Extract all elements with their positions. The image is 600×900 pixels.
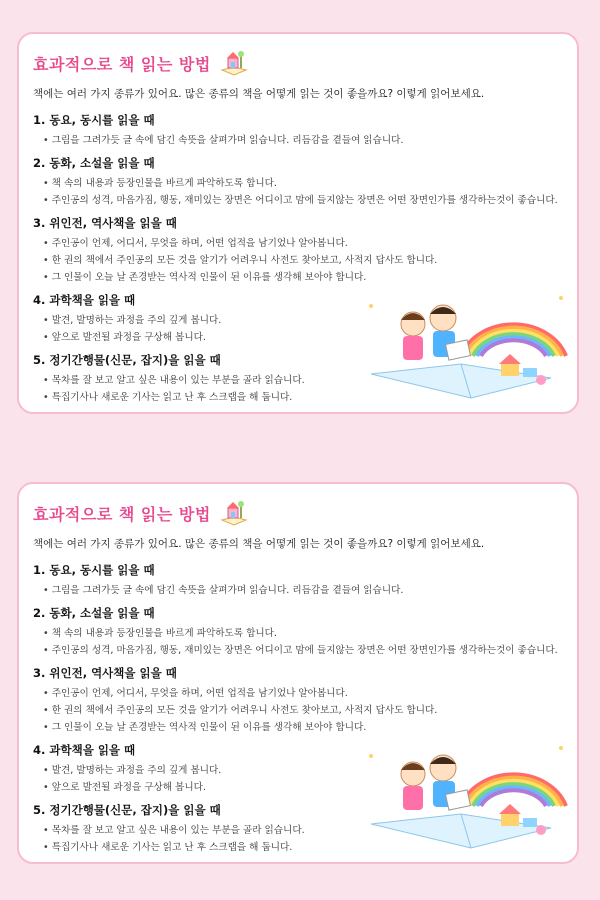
intro-text: 책에는 여러 가지 종류가 있어요. 많은 종류의 책을 어떻게 읽는 것이 좋을까요? 이렇게 읽어보세요. bbox=[33, 538, 485, 550]
section-heading: 3. 위인전, 역사책을 읽을 때 bbox=[33, 216, 177, 230]
section-bullet: • 그림을 그려가듯 글 속에 담긴 속뜻을 살펴가며 읽습니다. 리듬감을 곁들여 읽습니다. bbox=[43, 132, 573, 149]
section-bullet: • 특집기사나 새로운 기사는 읽고 난 후 스크랩을 해 둡니다. bbox=[43, 389, 573, 406]
card-title: 효과적으로 책 읽는 방법 bbox=[33, 504, 211, 524]
reading-section bbox=[33, 562, 573, 599]
title-row bbox=[33, 498, 249, 528]
section-heading: 4. 과학책을 읽을 때 bbox=[33, 293, 136, 307]
section-heading: 2. 동화, 소설을 읽을 때 bbox=[33, 156, 155, 170]
book-castle-icon bbox=[219, 48, 249, 78]
section-bullet: • 주인공이 언제, 어디서, 무엇을 하며, 어떤 업적을 남기었나 알아봅니다. bbox=[43, 685, 573, 702]
kids-reading-illustration bbox=[351, 286, 571, 406]
section-heading: 4. 과학책을 읽을 때 bbox=[33, 743, 136, 757]
intro-text: 책에는 여러 가지 종류가 있어요. 많은 종류의 책을 어떻게 읽는 것이 좋을까요? 이렇게 읽어보세요. bbox=[33, 88, 485, 100]
section-heading: 5. 정기간행물(신문, 잡지)을 읽을 때 bbox=[33, 353, 221, 367]
title-row bbox=[33, 48, 249, 78]
section-bullet: • 그림을 그려가듯 글 속에 담긴 속뜻을 살펴가며 읽습니다. 리듬감을 곁들여 읽습니다. bbox=[43, 582, 573, 599]
section-heading: 3. 위인전, 역사책을 읽을 때 bbox=[33, 666, 177, 680]
section-heading: 2. 동화, 소설을 읽을 때 bbox=[33, 606, 155, 620]
kids-reading-illustration bbox=[351, 736, 571, 856]
reading-guide-card bbox=[17, 482, 579, 864]
card-title: 효과적으로 책 읽는 방법 bbox=[33, 54, 211, 74]
reading-section bbox=[33, 112, 573, 149]
section-bullet: • 앞으로 발전될 과정을 구상해 봅니다. bbox=[43, 329, 573, 346]
section-bullet: • 특집기사나 새로운 기사는 읽고 난 후 스크랩을 해 둡니다. bbox=[43, 839, 573, 856]
reading-section bbox=[33, 605, 573, 659]
section-bullet: • 그 인물이 오늘 날 존경받는 역사적 인물이 된 이유를 생각해 보아야 합니다. bbox=[43, 269, 573, 286]
book-castle-icon bbox=[219, 498, 249, 528]
reading-section bbox=[33, 665, 573, 736]
reading-guide-card bbox=[17, 32, 579, 414]
section-bullet: • 목차를 잘 보고 알고 싶은 내용이 있는 부분을 골라 읽습니다. bbox=[43, 822, 573, 839]
section-heading: 1. 동요, 동시를 읽을 때 bbox=[33, 563, 155, 577]
section-heading: 5. 정기간행물(신문, 잡지)을 읽을 때 bbox=[33, 803, 221, 817]
section-bullet: • 발견, 발명하는 과정을 주의 깊게 봅니다. bbox=[43, 312, 573, 329]
section-bullet: • 목차를 잘 보고 알고 싶은 내용이 있는 부분을 골라 읽습니다. bbox=[43, 372, 573, 389]
section-bullet: • 그 인물이 오늘 날 존경받는 역사적 인물이 된 이유를 생각해 보아야 합니다. bbox=[43, 719, 573, 736]
reading-section bbox=[33, 215, 573, 286]
section-bullet: • 책 속의 내용과 등장인물을 바르게 파악하도록 합니다. bbox=[43, 175, 573, 192]
section-bullet: • 발견, 발명하는 과정을 주의 깊게 봅니다. bbox=[43, 762, 573, 779]
section-bullet: • 주인공이 언제, 어디서, 무엇을 하며, 어떤 업적을 남기었나 알아봅니다. bbox=[43, 235, 573, 252]
reading-section bbox=[33, 155, 573, 209]
section-bullet: • 한 권의 책에서 주인공의 모든 것을 알기가 어려우니 사전도 찾아보고, 사적지 답사도 합니다. bbox=[43, 702, 573, 719]
section-bullet: • 앞으로 발전될 과정을 구상해 봅니다. bbox=[43, 779, 573, 796]
section-bullet: • 주인공의 성격, 마음가짐, 행동, 재미있는 장면은 어디이고 맘에 들지않는 장면은 어떤 장면인가를 생각하는것이 좋습니다. bbox=[43, 642, 573, 659]
section-bullet: • 책 속의 내용과 등장인물을 바르게 파악하도록 합니다. bbox=[43, 625, 573, 642]
section-bullet: • 한 권의 책에서 주인공의 모든 것을 알기가 어려우니 사전도 찾아보고, 사적지 답사도 합니다. bbox=[43, 252, 573, 269]
section-heading: 1. 동요, 동시를 읽을 때 bbox=[33, 113, 155, 127]
section-bullet: • 주인공의 성격, 마음가짐, 행동, 재미있는 장면은 어디이고 맘에 들지않는 장면은 어떤 장면인가를 생각하는것이 좋습니다. bbox=[43, 192, 573, 209]
